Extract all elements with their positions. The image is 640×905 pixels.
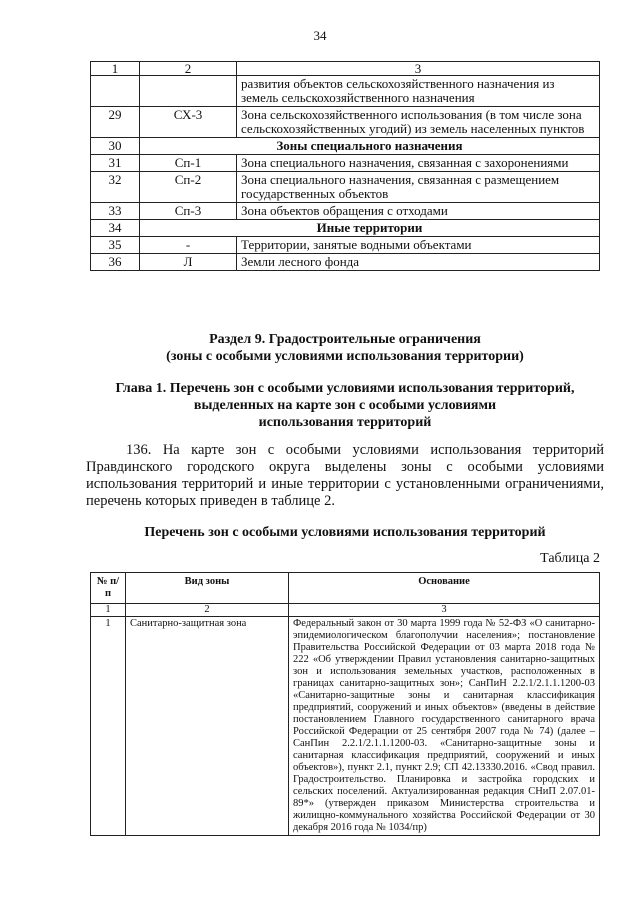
page-number: 34 xyxy=(313,28,327,43)
paragraph-text: 136. На карте зон с особыми условиями использования территорий Правдинского городского округа выделены зоны с особыми условиями использования территорий и иные территории с установленными ограничениями, перечень которых приведен в таблице 2. xyxy=(86,442,604,509)
zone-description: Зона специального назначения, связанная с захоронениями xyxy=(237,155,600,172)
section-title: Иные территории xyxy=(140,220,600,237)
zone-code: Л xyxy=(140,254,237,271)
column-number: 2 xyxy=(126,604,289,617)
table-row xyxy=(91,617,600,836)
header-basis: Основание xyxy=(289,573,600,604)
zones-table xyxy=(90,61,600,271)
restriction-zones-table xyxy=(90,572,600,836)
zone-code: Сп-3 xyxy=(140,203,237,220)
row-number: 33 xyxy=(91,203,140,220)
zone-code: - xyxy=(140,237,237,254)
chapter-heading-line: Глава 1. Перечень зон с особыми условиями использования территорий, xyxy=(115,381,575,396)
column-number: 3 xyxy=(289,604,600,617)
header-zone-type: Вид зоны xyxy=(126,573,289,604)
chapter-heading-line: выделенных на карте зон с особыми условиями xyxy=(193,398,497,413)
zone-description: развития объектов сельскохозяйственного назначения из земель сельскохозяйственного назначения xyxy=(237,76,600,107)
table-row xyxy=(91,203,600,220)
table-row xyxy=(91,237,600,254)
zone-description: Зона объектов обращения с отходами xyxy=(237,203,600,220)
zone-code: СХ-3 xyxy=(140,107,237,138)
row-number: 30 xyxy=(91,138,140,155)
row-number: 1 xyxy=(91,617,126,836)
chapter-heading-line: использования территорий xyxy=(258,415,432,430)
zone-code xyxy=(140,76,237,107)
section-heading-line: (зоны с особыми условиями использования территории) xyxy=(166,349,524,364)
section-row xyxy=(91,220,600,237)
header-col-3: 3 xyxy=(237,62,600,76)
column-number: 1 xyxy=(91,604,126,617)
zone-description: Земли лесного фонда xyxy=(237,254,600,271)
table-row xyxy=(91,172,600,203)
restriction-table-header xyxy=(91,573,600,604)
section-heading xyxy=(86,331,604,365)
column-numbers-row xyxy=(91,604,600,617)
table-row xyxy=(91,107,600,138)
chapter-heading xyxy=(86,380,604,431)
row-number xyxy=(91,76,140,107)
section-row xyxy=(91,138,600,155)
table-caption: Перечень зон с особыми условиями использования территорий xyxy=(144,525,546,540)
row-number: 31 xyxy=(91,155,140,172)
row-number: 29 xyxy=(91,107,140,138)
table-row xyxy=(91,155,600,172)
zone-code: Сп-2 xyxy=(140,172,237,203)
zone-description: Территории, занятые водными объектами xyxy=(237,237,600,254)
header-number: № п/п xyxy=(91,573,126,604)
zone-basis: Федеральный закон от 30 марта 1999 года № 52-ФЗ «О санитарно-эпидемиологическом благополучии населения»; постановление Правительства Российской Федерации от 03 марта 2018 года № 222 «Об утверждении Правил установления санитарно-защитных зон и использования земельных участков, расположенных в границах санитарно-защитных зон»; СанПиН 2.2.1/2.1.1.1200-03 «Санитарно-защитные зоны и санитарная классификация предприятий, сооружений и иных объектов» (введены в действие постановлением Главного государственного санитарного врача Российской Федерации от 25 сентября 2007 года № 74) (далее – СанПин 2.2.1/2.1.1.1200-03. «Санитарно-защитные зоны и санитарная классификация предприятий, сооружений и иных объектов»), пункт 2.1, пункт 2.9; СП 42.13330.2016. «Свод правил. Градостроительство. Планировка и застройка городских и сельских поселений. Актуализированная редакция СНиП 2.07.01-89*» (утвержден приказом Министерства строительства и жилищно-коммунального хозяйства Российской Федерации от 30 декабря 2016 года № 1034/пр) xyxy=(289,617,600,836)
header-col-2: 2 xyxy=(140,62,237,76)
zone-code: Сп-1 xyxy=(140,155,237,172)
zone-type: Санитарно-защитная зона xyxy=(126,617,289,836)
row-number: 32 xyxy=(91,172,140,203)
row-number: 34 xyxy=(91,220,140,237)
table-row xyxy=(91,76,600,107)
row-number: 35 xyxy=(91,237,140,254)
section-heading-line: Раздел 9. Градостроительные ограничения xyxy=(209,332,481,347)
header-col-1: 1 xyxy=(91,62,140,76)
zones-table-header xyxy=(91,62,600,76)
table-row xyxy=(91,254,600,271)
body-paragraph xyxy=(86,442,604,510)
zone-description: Зона специального назначения, связанная с размещением государственных объектов xyxy=(237,172,600,203)
table-label: Таблица 2 xyxy=(540,551,600,566)
section-title: Зоны специального назначения xyxy=(140,138,600,155)
zone-description: Зона сельскохозяйственного использования (в том числе зона сельскохозяйственных угодий) из земель населенных пунктов xyxy=(237,107,600,138)
row-number: 36 xyxy=(91,254,140,271)
